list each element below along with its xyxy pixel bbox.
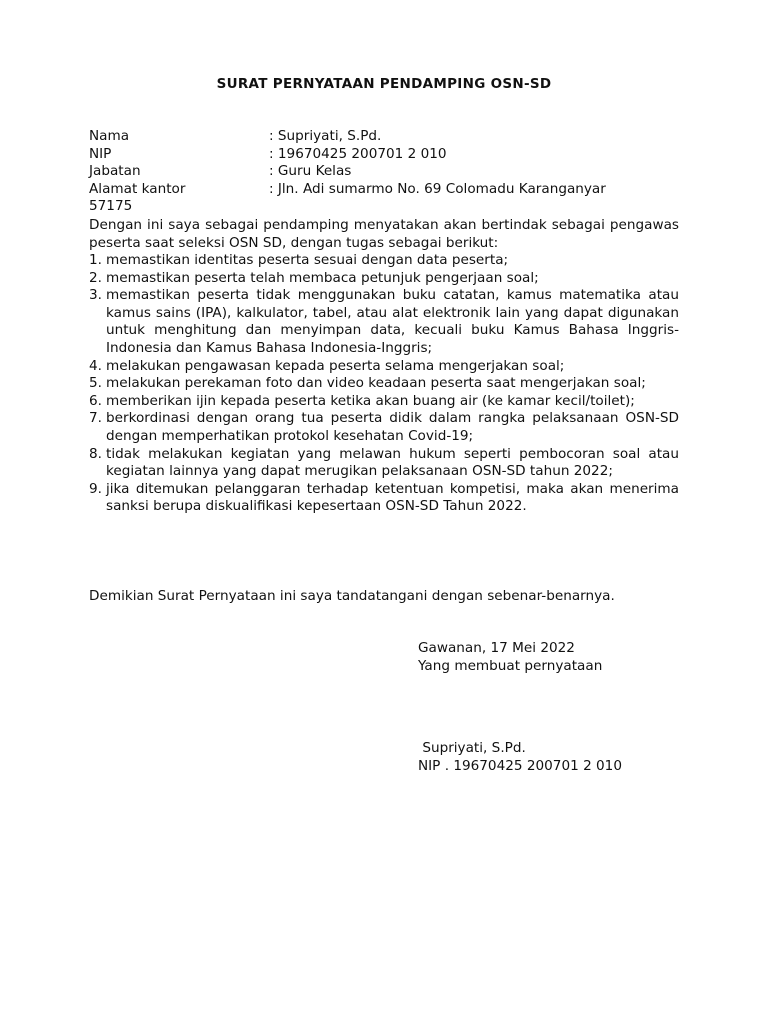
list-number: 1. — [89, 252, 102, 268]
identity-row-position — [89, 163, 679, 181]
identity-row-nip — [89, 146, 679, 164]
identity-label: Jabatan — [89, 163, 141, 180]
place-date: Gawanan, 17 Mei 2022 — [418, 640, 575, 656]
closing-paragraph: Demikian Surat Pernyataan ini saya tandatangani dengan sebenar-benarnya. — [89, 588, 615, 604]
list-text: tidak melakukan kegiatan yang melawan hukum seperti pembocoran soal atau kegiatan lainnya yang dapat merugikan pelaksanaan OSN-SD tahun 2022; — [106, 445, 679, 480]
list-text: memastikan peserta telah membaca petunjuk pengerjaan soal; — [106, 269, 539, 286]
list-item — [89, 446, 679, 481]
list-item — [89, 393, 679, 411]
list-number: 6. — [89, 392, 102, 409]
list-item — [89, 358, 679, 376]
list-number: 5. — [89, 375, 102, 392]
identity-value: : Supriyati, S.Pd. — [269, 128, 382, 144]
signature-footer — [418, 740, 622, 775]
list-text: berkordinasi dengan orang tua peserta didik dalam rangka pelaksanaan OSN-SD dengan memperhatikan protokol kesehatan Covid-19; — [106, 410, 679, 444]
signature-header — [418, 640, 602, 675]
list-item — [89, 481, 679, 516]
list-item — [89, 410, 679, 445]
intro-paragraph: Dengan ini saya sebagai pendamping menyatakan akan bertindak sebagai pengawas peserta saat seleksi OSN SD, dengan tugas sebagai berikut: — [89, 217, 679, 251]
list-text: jika ditemukan pelanggaran terhadap ketentuan kompetisi, maka akan menerima sanksi berupa diskualifikasi kepesertaan OSN-SD Tahun 2022. — [106, 480, 679, 515]
list-text: melakukan pengawasan kepada peserta selama mengerjakan soal; — [106, 357, 565, 374]
list-number: 4. — [89, 357, 102, 374]
task-list — [89, 252, 679, 516]
list-item — [89, 252, 679, 270]
list-text: memastikan peserta tidak menggunakan buku catatan, kamus matematika atau kamus sains (IPA), kalkulator, tabel, atau alat elektronik lain yang dapat digunakan untuk menghitung dan menyimpan data, kecuali buku Kamus Bahasa Inggris-Indonesia dan Kamus Bahasa Indonesia-Inggris; — [106, 287, 679, 356]
address-continued: 57175 — [89, 198, 133, 215]
list-number: 2. — [89, 269, 102, 286]
identity-row-address — [89, 181, 679, 199]
signer-role: Yang membuat pernyataan — [418, 657, 603, 674]
identity-value: : 19670425 200701 2 010 — [269, 145, 447, 162]
list-text: memastikan identitas peserta sesuai dengan data peserta; — [106, 252, 509, 268]
list-number: 3. — [89, 287, 102, 304]
list-number: 8. — [89, 445, 102, 462]
list-number: 7. — [89, 410, 102, 427]
signer-nip: NIP . 19670425 200701 2 010 — [418, 757, 622, 774]
identity-label: NIP — [89, 145, 112, 162]
identity-value: : Guru Kelas — [269, 163, 352, 180]
list-item — [89, 270, 679, 288]
identity-label: Nama — [89, 128, 130, 144]
identity-block — [89, 128, 679, 216]
list-item — [89, 375, 679, 393]
list-text: memberikan ijin kepada peserta ketika akan buang air (ke kamar kecil/toilet); — [106, 392, 635, 409]
identity-label: Alamat kantor — [89, 180, 186, 197]
identity-row-name — [89, 128, 679, 146]
signer-name: Supriyati, S.Pd. — [418, 740, 526, 756]
list-text: melakukan perekaman foto dan video keadaan peserta saat mengerjakan soal; — [106, 375, 646, 392]
document-title: SURAT PERNYATAAN PENDAMPING OSN-SD — [216, 76, 552, 92]
identity-value: : Jln. Adi sumarmo No. 69 Colomadu Karanganyar — [269, 180, 606, 197]
list-number: 9. — [89, 480, 102, 497]
list-item — [89, 287, 679, 357]
